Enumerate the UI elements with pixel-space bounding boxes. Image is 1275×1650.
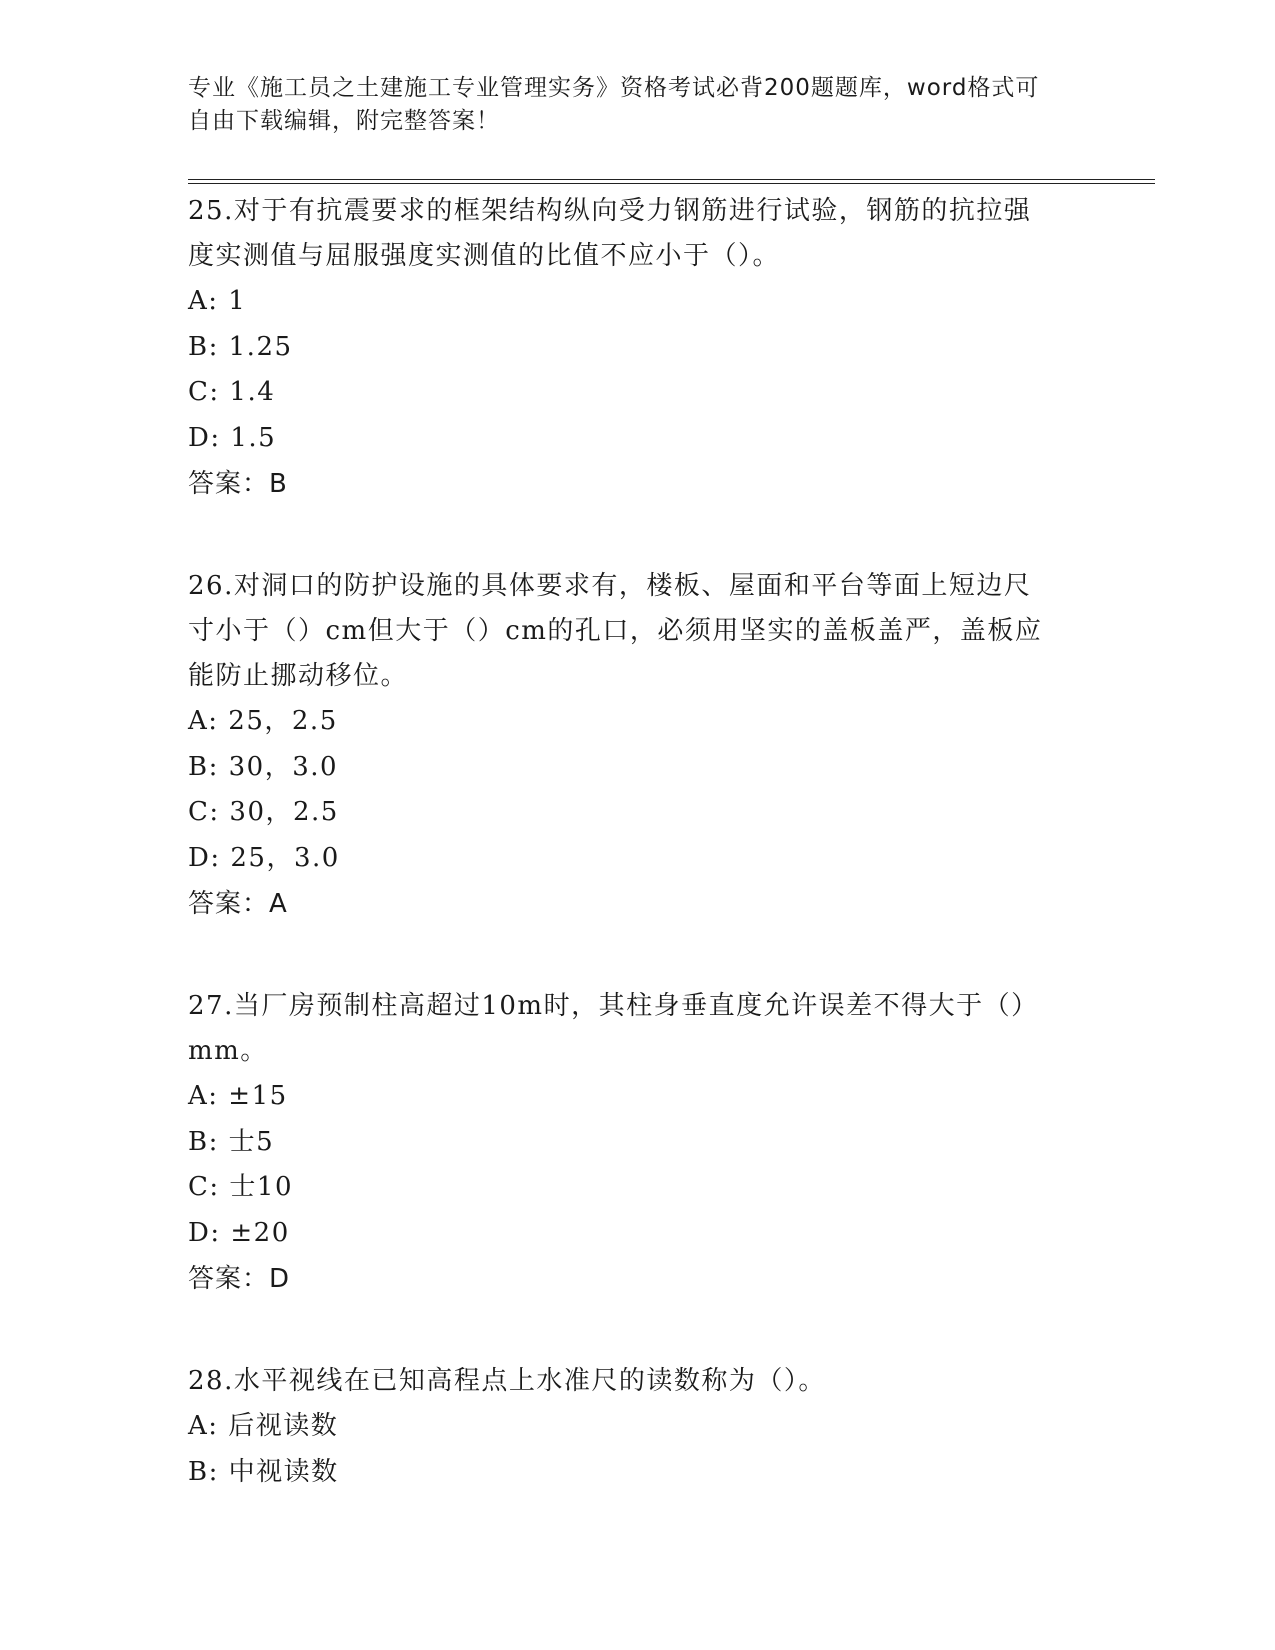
option-a: A: 1 [188, 286, 247, 316]
question-28 [188, 1359, 1088, 1495]
answer-label: 答案：A [188, 889, 288, 919]
stem-line: 能防止挪动移位。 [188, 661, 409, 691]
header-rule-top [188, 179, 1155, 180]
question-spacer [188, 507, 1088, 564]
question-26 [188, 564, 1088, 927]
question-27 [188, 984, 1088, 1302]
stem-line: 寸小于（）cm但大于（）cm的孔口，必须用坚实的盖板盖严，盖板应 [188, 616, 1043, 646]
option-a: A: 25，2.5 [188, 706, 338, 736]
header-line-1: 专业《施工员之土建施工专业管理实务》资格考试必背200题题库，word格式可 [188, 75, 1040, 101]
option-d: D: 1.5 [188, 422, 277, 453]
option-b: B: 中视读数 [188, 1456, 339, 1487]
header-line-2: 自由下载编辑，附完整答案！ [188, 108, 500, 134]
option-b: B: 士5 [188, 1126, 275, 1157]
question-stem [188, 984, 1088, 1074]
question-stem [188, 564, 1088, 699]
stem-line: 度实测值与屈服强度实测值的比值不应小于（）。 [188, 241, 781, 271]
option-c: C: 士10 [188, 1172, 294, 1202]
question-stem [188, 1359, 1088, 1404]
option-d: D: ±20 [188, 1217, 290, 1248]
answer-label: 答案：B [188, 469, 288, 499]
option-a: A: 后视读数 [188, 1411, 339, 1441]
stem-line: mm。 [188, 1036, 268, 1066]
option-d: D: 25，3.0 [188, 842, 340, 873]
question-list [188, 189, 1088, 1495]
option-c: C: 30，2.5 [188, 797, 339, 827]
header-rule-bottom [188, 183, 1155, 184]
option-a: A: ±15 [188, 1081, 288, 1111]
document-header [188, 72, 1078, 138]
answer-label: 答案：D [188, 1264, 291, 1294]
stem-line: 28.水平视线在已知高程点上水准尺的读数称为（）。 [188, 1366, 826, 1396]
question-spacer [188, 927, 1088, 984]
option-c: C: 1.4 [188, 377, 276, 407]
option-b: B: 1.25 [188, 331, 293, 362]
question-spacer [188, 1302, 1088, 1359]
stem-line: 27.当厂房预制柱高超过10m时，其柱身垂直度允许误差不得大于（） [188, 991, 1039, 1021]
question-stem [188, 189, 1088, 279]
stem-line: 26.对洞口的防护设施的具体要求有，楼板、屋面和平台等面上短边尺 [188, 571, 1032, 601]
option-b: B: 30，3.0 [188, 751, 339, 782]
stem-line: 25.对于有抗震要求的框架结构纵向受力钢筋进行试验，钢筋的抗拉强 [188, 196, 1032, 226]
question-25 [188, 189, 1088, 507]
